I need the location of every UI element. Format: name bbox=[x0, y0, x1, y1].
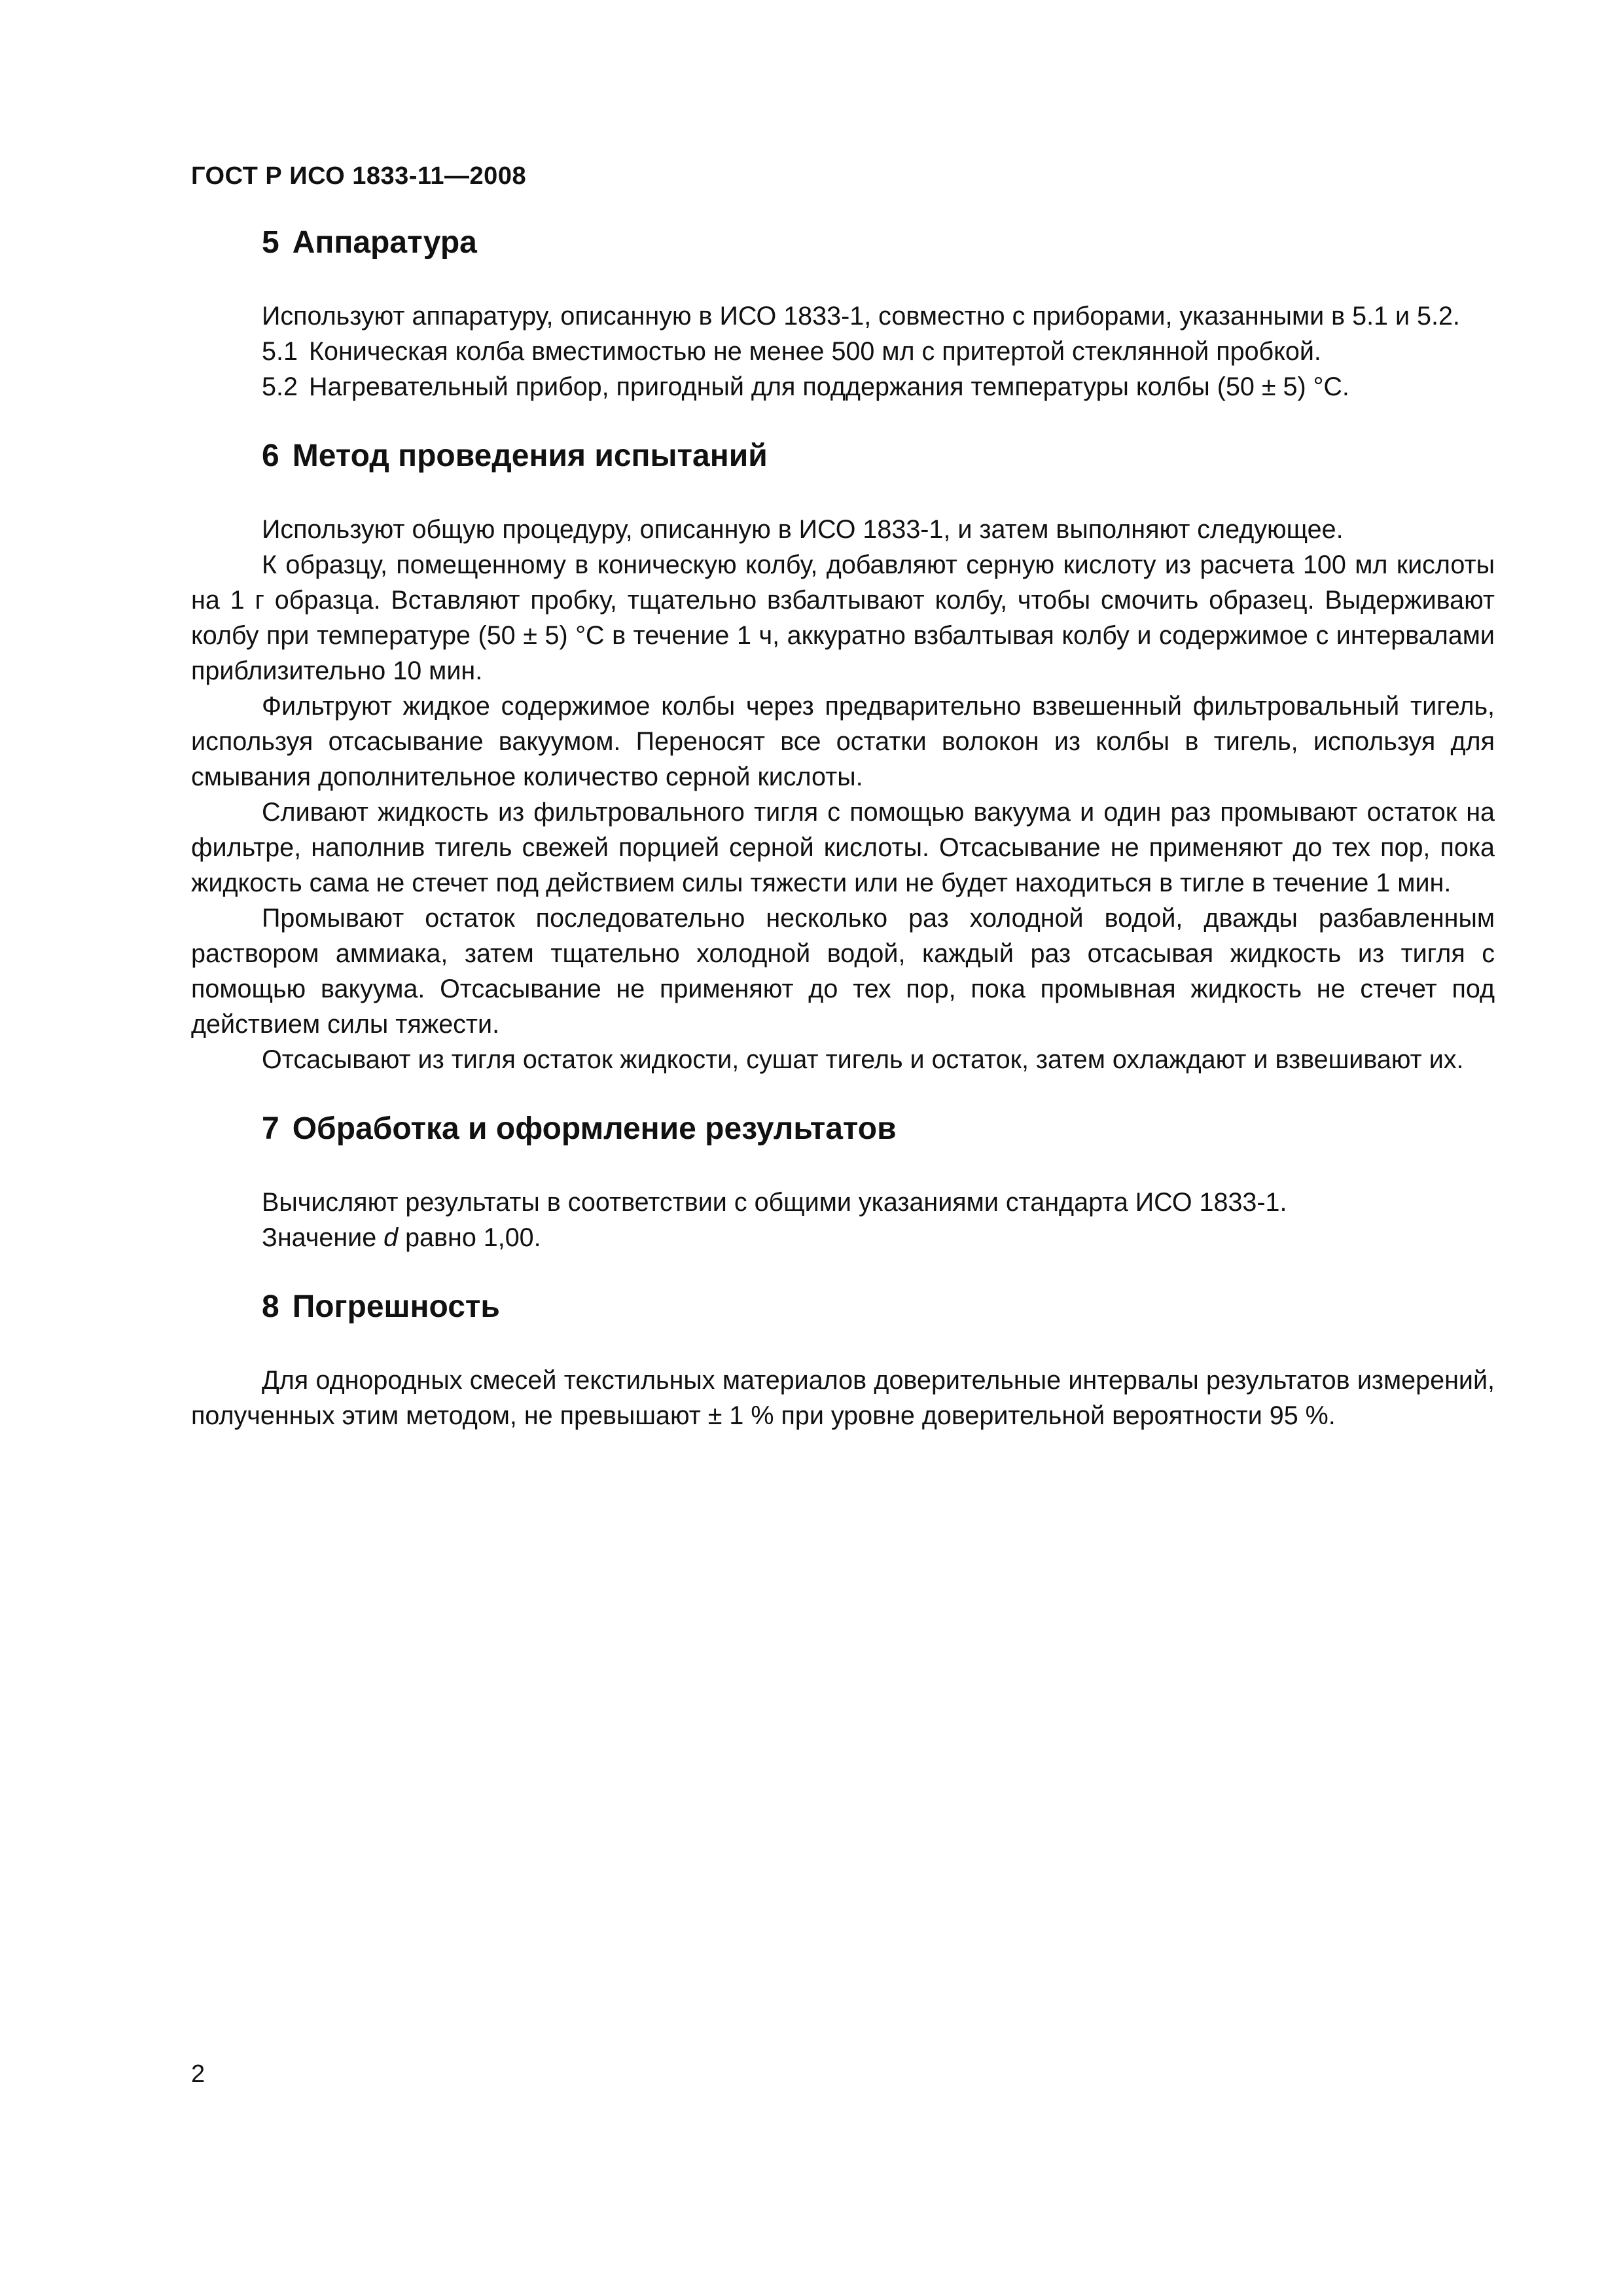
section-heading bbox=[262, 1109, 1495, 1149]
section-title: Аппаратура bbox=[292, 225, 477, 260]
section-7 bbox=[191, 1109, 1495, 1255]
page-number: 2 bbox=[191, 2060, 205, 2088]
list-item bbox=[191, 369, 1495, 404]
document-code-header: ГОСТ Р ИСО 1833-11—2008 bbox=[191, 162, 527, 190]
item-text: Коническая колба вместимостью не менее 500 мл с притертой стеклянной пробкой. bbox=[309, 337, 1321, 366]
paragraph: Для однородных смесей текстильных материалов доверительные интервалы результатов измерений, полученных этим методом, не превышают ± 1 % при уровне доверительной вероятности 95 %. bbox=[191, 1366, 1495, 1430]
section-heading bbox=[262, 436, 1495, 476]
section-title: Метод проведения испытаний bbox=[292, 439, 768, 473]
section-number: 6 bbox=[262, 439, 279, 473]
document-body bbox=[191, 223, 1495, 1465]
list-item bbox=[191, 334, 1495, 369]
section-6 bbox=[191, 436, 1495, 1077]
paragraph: Вычисляют результаты в соответствии с общими указаниями стандарта ИСО 1833-1. bbox=[262, 1188, 1287, 1217]
paragraph: Сливают жидкость из фильтровального тигля с помощью вакуума и один раз промывают остаток на фильтре, наполнив тигель свежей порцией серной кислоты. Отсасывание не применяют до тех пор, пока жидкость сама не стечет под действием силы тяжести или не будет находиться в тигле в течение 1 мин. bbox=[191, 798, 1495, 897]
section-number: 5 bbox=[262, 225, 279, 260]
paragraph: Отсасывают из тигля остаток жидкости, сушат тигель и остаток, затем охлаждают и взвешивают их. bbox=[262, 1045, 1464, 1074]
paragraph: Промывают остаток последовательно несколько раз холодной водой, дважды разбавленным раствором аммиака, затем тщательно холодной водой, каждый раз отсасывая жидкость из тигля с помощью вакуума. Отсасывание не применяют до тех пор, пока промывная жидкость не стечет под действием силы тяжести. bbox=[191, 904, 1495, 1039]
section-5 bbox=[191, 223, 1495, 404]
item-number: 5.1 bbox=[262, 337, 298, 366]
paragraph: Используют аппаратуру, описанную в ИСО 1833-1, совместно с приборами, указанными в 5.1 и 5.2. bbox=[262, 302, 1460, 331]
section-heading bbox=[262, 223, 1495, 263]
paragraph: Фильтруют жидкое содержимое колбы через предварительно взвешенный фильтровальный тигель, используя отсасывание вакуумом. Переносят все остатки волокон из колбы в тигель, используя для смывания дополнительное количество серной кислоты. bbox=[191, 692, 1495, 791]
paragraph: Используют общую процедуру, описанную в ИСО 1833-1, и затем выполняют следующее. bbox=[262, 515, 1344, 544]
section-heading bbox=[262, 1287, 1495, 1327]
section-number: 8 bbox=[262, 1289, 279, 1324]
text-run: равно 1,00. bbox=[398, 1223, 541, 1252]
paragraph bbox=[191, 1220, 1495, 1255]
formula-symbol: d bbox=[383, 1223, 399, 1252]
text-run: Значение bbox=[262, 1223, 384, 1252]
section-8 bbox=[191, 1287, 1495, 1433]
item-text: Нагревательный прибор, пригодный для поддержания температуры колбы (50 ± 5) °С. bbox=[309, 372, 1349, 401]
paragraph: К образцу, помещенному в коническую колбу, добавляют серную кислоту из расчета 100 мл кислоты на 1 г образца. Вставляют пробку, тщательно взбалтывают колбу, чтобы смочить образец. Выдерживают колбу при температуре (50 ± 5) °С в течение 1 ч, аккуратно взбалтывая колбу и содержимое с интервалами приблизительно 10 мин. bbox=[191, 550, 1495, 685]
section-number: 7 bbox=[262, 1111, 279, 1146]
section-title: Погрешность bbox=[292, 1289, 500, 1324]
item-number: 5.2 bbox=[262, 372, 298, 401]
section-title: Обработка и оформление результатов bbox=[292, 1111, 897, 1146]
